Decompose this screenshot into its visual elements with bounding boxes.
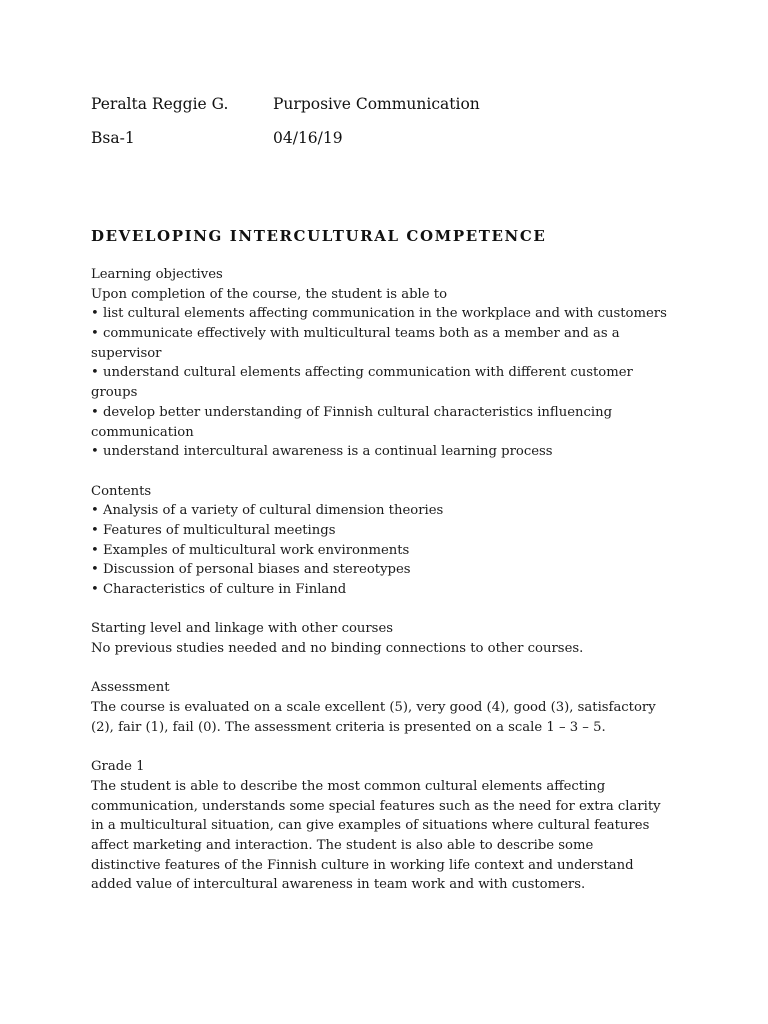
text-line: communication, understands some special features such as the need for extra clarity xyxy=(91,798,661,814)
paragraph-gap xyxy=(91,600,691,620)
text-line: groups xyxy=(91,385,138,401)
bullet-item: • understand intercultural awareness is a continual learning process xyxy=(91,444,553,460)
text-line: communication xyxy=(91,424,194,440)
section-heading-assessment: Assessment xyxy=(91,680,170,696)
text-line: (2), fair (1), fail (0). The assessment criteria is presented on a scale 1 – 3 – 5. xyxy=(91,719,606,735)
bullet-item: • understand cultural elements affecting communication with different customer xyxy=(91,365,633,381)
text-line: distinctive features of the Finnish culture in working life context and understand xyxy=(91,857,634,873)
bullet-item: • list cultural elements affecting communication in the workplace and with customers xyxy=(91,306,667,322)
text-line: affect marketing and interaction. The student is also able to describe some xyxy=(91,837,594,853)
text-line: The course is evaluated on a scale excellent (5), very good (4), good (3), satisfactory xyxy=(91,700,656,716)
text-line: The student is able to describe the most common cultural elements affecting xyxy=(91,778,606,794)
text-line: added value of intercultural awareness in team work and with customers. xyxy=(91,877,586,893)
section-heading-contents: Contents xyxy=(91,483,152,499)
text-line: No previous studies needed and no binding connections to other courses. xyxy=(91,641,584,657)
document-body xyxy=(91,265,691,895)
paragraph-gap xyxy=(91,462,691,482)
text-line: in a multicultural situation, can give examples of situations where cultural features xyxy=(91,818,650,834)
text-line: supervisor xyxy=(91,345,162,361)
bullet-item: • communicate effectively with multicultural teams both as a member and as a xyxy=(91,326,620,342)
paragraph-gap xyxy=(91,659,691,679)
bullet-item: • Discussion of personal biases and stereotypes xyxy=(91,562,411,578)
student-name: Peralta Reggie G. xyxy=(91,95,229,113)
bullet-item: • Analysis of a variety of cultural dimension theories xyxy=(91,503,444,519)
bullet-item: • Examples of multicultural work environments xyxy=(91,542,410,558)
subject-name: Purposive Communication xyxy=(273,95,480,113)
text-line: Upon completion of the course, the student is able to xyxy=(91,286,448,302)
paragraph-gap xyxy=(91,738,691,758)
bullet-item: • Characteristics of culture in Finland xyxy=(91,582,347,597)
document-title: DEVELOPING INTERCULTURAL COMPETENCE xyxy=(91,227,547,245)
section-heading-starting-level: Starting level and linkage with other courses xyxy=(91,621,394,637)
bullet-item: • Features of multicultural meetings xyxy=(91,522,336,538)
section-name: Bsa-1 xyxy=(91,129,135,147)
section-heading-learning-objectives: Learning objectives xyxy=(91,267,223,282)
section-heading-grade-1: Grade 1 xyxy=(91,759,145,775)
document-date: 04/16/19 xyxy=(273,129,343,147)
bullet-item: • develop better understanding of Finnish cultural characteristics influencing xyxy=(91,404,613,420)
